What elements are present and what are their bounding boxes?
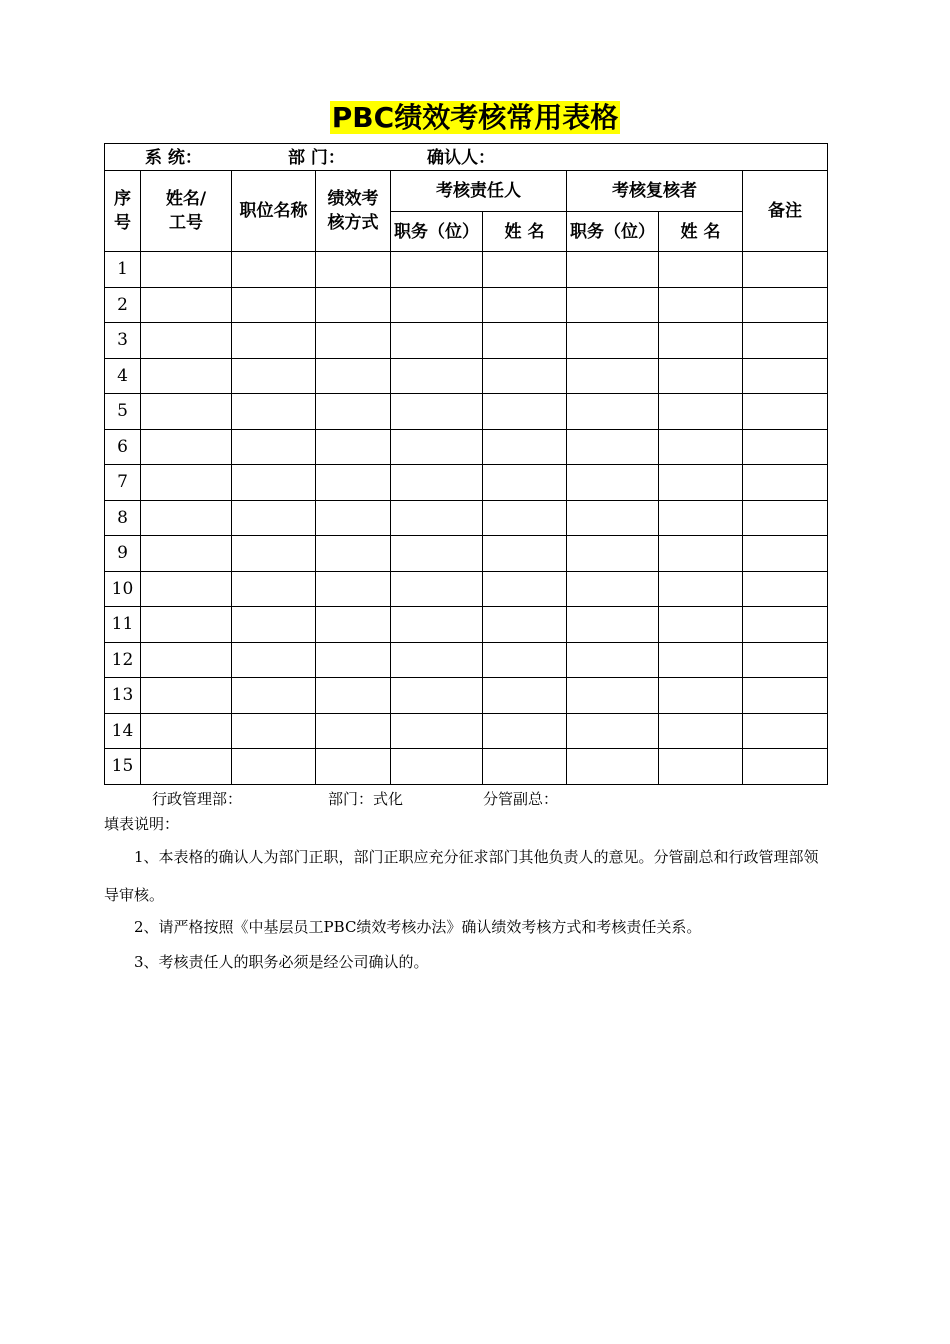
system-label: 系 统： [145,148,202,168]
table-cell [567,429,659,465]
table-cell [659,607,743,643]
table-row [105,252,828,288]
table-cell [391,642,483,678]
table-cell [232,500,316,536]
table-cell [483,287,567,323]
header-assessor-duty: 职务（位） [391,212,483,252]
note-text-2: 2、请严格按照《中基层员工PBC绩效考核办法》确认绩效考核方式和考核责任关系。 [134,918,702,936]
table-row [105,465,828,501]
table-cell [743,252,828,288]
table-cell [659,571,743,607]
table-cell [483,323,567,359]
table-cell [391,252,483,288]
table-row [105,571,828,607]
table-cell [232,394,316,430]
row-number: 11 [105,607,141,643]
table-cell [141,394,232,430]
note-item-1 [104,838,832,914]
header-seq: 序号 [105,171,141,252]
table-cell [483,571,567,607]
table-cell [743,323,828,359]
table-cell [567,394,659,430]
table-cell [232,536,316,572]
table-cell [567,323,659,359]
table-cell [659,642,743,678]
table-cell [232,642,316,678]
header-assessor-name: 姓 名 [483,212,567,252]
table-cell [567,358,659,394]
dept-label: 部门：式化 [328,790,404,808]
table-row [105,607,828,643]
table-cell [141,713,232,749]
table-cell [141,465,232,501]
table-cell [391,394,483,430]
table-cell [483,500,567,536]
table-cell [232,713,316,749]
row-number: 1 [105,252,141,288]
table-cell [391,678,483,714]
row-number: 6 [105,429,141,465]
table-cell [391,536,483,572]
table-cell [316,358,391,394]
table-cell [483,536,567,572]
admin-dept-label: 行政管理部： [152,790,243,808]
vp-label: 分管副总： [483,790,559,808]
table-cell [567,713,659,749]
table-cell [483,429,567,465]
table-cell [567,749,659,785]
table-cell [141,287,232,323]
table-cell [659,429,743,465]
table-cell [232,465,316,501]
table-cell [743,713,828,749]
table-cell [567,252,659,288]
table-cell [567,536,659,572]
note-item-3 [104,943,832,981]
table-cell [567,500,659,536]
table-cell [483,713,567,749]
table-row [105,678,828,714]
table-cell [483,358,567,394]
header-assessor: 考核责任人 [391,171,567,212]
table-cell [483,642,567,678]
table-cell [743,536,828,572]
table-cell [743,571,828,607]
row-number: 3 [105,323,141,359]
header-name-id: 姓名/工号 [141,171,232,252]
table-cell [141,429,232,465]
header-reviewer-duty: 职务（位） [567,212,659,252]
table-cell [659,394,743,430]
table-cell [391,500,483,536]
table-cell [141,323,232,359]
assessment-table [104,143,828,785]
header-reviewer-name: 姓 名 [659,212,743,252]
table-cell [743,465,828,501]
table-cell [391,749,483,785]
row-number: 2 [105,287,141,323]
row-number: 9 [105,536,141,572]
table-cell [567,607,659,643]
table-cell [316,713,391,749]
table-cell [316,465,391,501]
table-cell [141,571,232,607]
table-cell [659,678,743,714]
note-text-3: 3、考核责任人的职务必须是经公司确认的。 [134,953,429,971]
row-number: 12 [105,642,141,678]
row-number: 4 [105,358,141,394]
table-cell [316,323,391,359]
table-cell [316,607,391,643]
table-cell [391,358,483,394]
table-cell [483,678,567,714]
notes-title: 填表说明： [104,815,180,833]
table-cell [316,536,391,572]
table-row [105,749,828,785]
table-cell [391,429,483,465]
table-cell [141,536,232,572]
table-cell [232,287,316,323]
header-remark: 备注 [743,171,828,252]
table-row [105,323,828,359]
table-cell [743,394,828,430]
table-cell [391,607,483,643]
table-cell [141,358,232,394]
table-cell [141,749,232,785]
table-cell [659,323,743,359]
table-cell [659,749,743,785]
header-method: 绩效考核方式 [316,171,391,252]
table-cell [483,465,567,501]
header-position-title: 职位名称 [232,171,316,252]
table-cell [659,465,743,501]
table-cell [316,500,391,536]
confirmer-label: 确认人： [427,148,495,168]
table-row [105,500,828,536]
table-cell [232,571,316,607]
table-cell [743,287,828,323]
table-cell [567,678,659,714]
department-label: 部 门： [288,148,345,168]
table-cell [483,394,567,430]
table-cell [316,287,391,323]
table-cell [567,287,659,323]
table-cell [483,252,567,288]
table-cell [232,678,316,714]
table-row [105,358,828,394]
meta-row [105,144,828,171]
table-cell [141,607,232,643]
table-cell [391,571,483,607]
table-cell [391,287,483,323]
table-cell [743,642,828,678]
row-number: 14 [105,713,141,749]
table-row [105,394,828,430]
table-cell [659,252,743,288]
table-cell [743,607,828,643]
table-cell [316,749,391,785]
table-cell [391,713,483,749]
table-cell [483,607,567,643]
table-cell [391,323,483,359]
row-number: 15 [105,749,141,785]
table-cell [232,323,316,359]
table-cell [232,429,316,465]
table-cell [316,252,391,288]
table-cell [743,678,828,714]
table-row [105,642,828,678]
table-cell [141,500,232,536]
table-cell [659,713,743,749]
page-title [0,98,950,138]
row-number: 8 [105,500,141,536]
table-cell [567,642,659,678]
table-cell [743,358,828,394]
table-row [105,536,828,572]
table-cell [567,465,659,501]
header-reviewer: 考核复核者 [567,171,743,212]
note-item-2 [104,908,832,946]
row-number: 7 [105,465,141,501]
table-cell [391,465,483,501]
table-cell [232,749,316,785]
row-number: 10 [105,571,141,607]
table-row [105,287,828,323]
table-row [105,713,828,749]
table-row [105,429,828,465]
title-text: PBC绩效考核常用表格 [331,101,619,134]
note-text-1: 1、本表格的确认人为部门正职，部门正职应充分征求部门其他负责人的意见。分管副总和行政管理部领导审核。 [104,848,819,904]
table-cell [316,394,391,430]
table-cell [141,678,232,714]
table-cell [743,749,828,785]
table-cell [316,429,391,465]
table-cell [232,607,316,643]
row-number: 13 [105,678,141,714]
table-cell [483,749,567,785]
row-number: 5 [105,394,141,430]
table-cell [659,287,743,323]
table-cell [743,429,828,465]
table-cell [232,252,316,288]
table-cell [316,571,391,607]
table-cell [567,571,659,607]
table-cell [141,642,232,678]
table-cell [659,500,743,536]
table-cell [316,678,391,714]
table-cell [743,500,828,536]
table-cell [141,252,232,288]
table-cell [232,358,316,394]
table-cell [659,536,743,572]
table-cell [659,358,743,394]
table-cell [316,642,391,678]
